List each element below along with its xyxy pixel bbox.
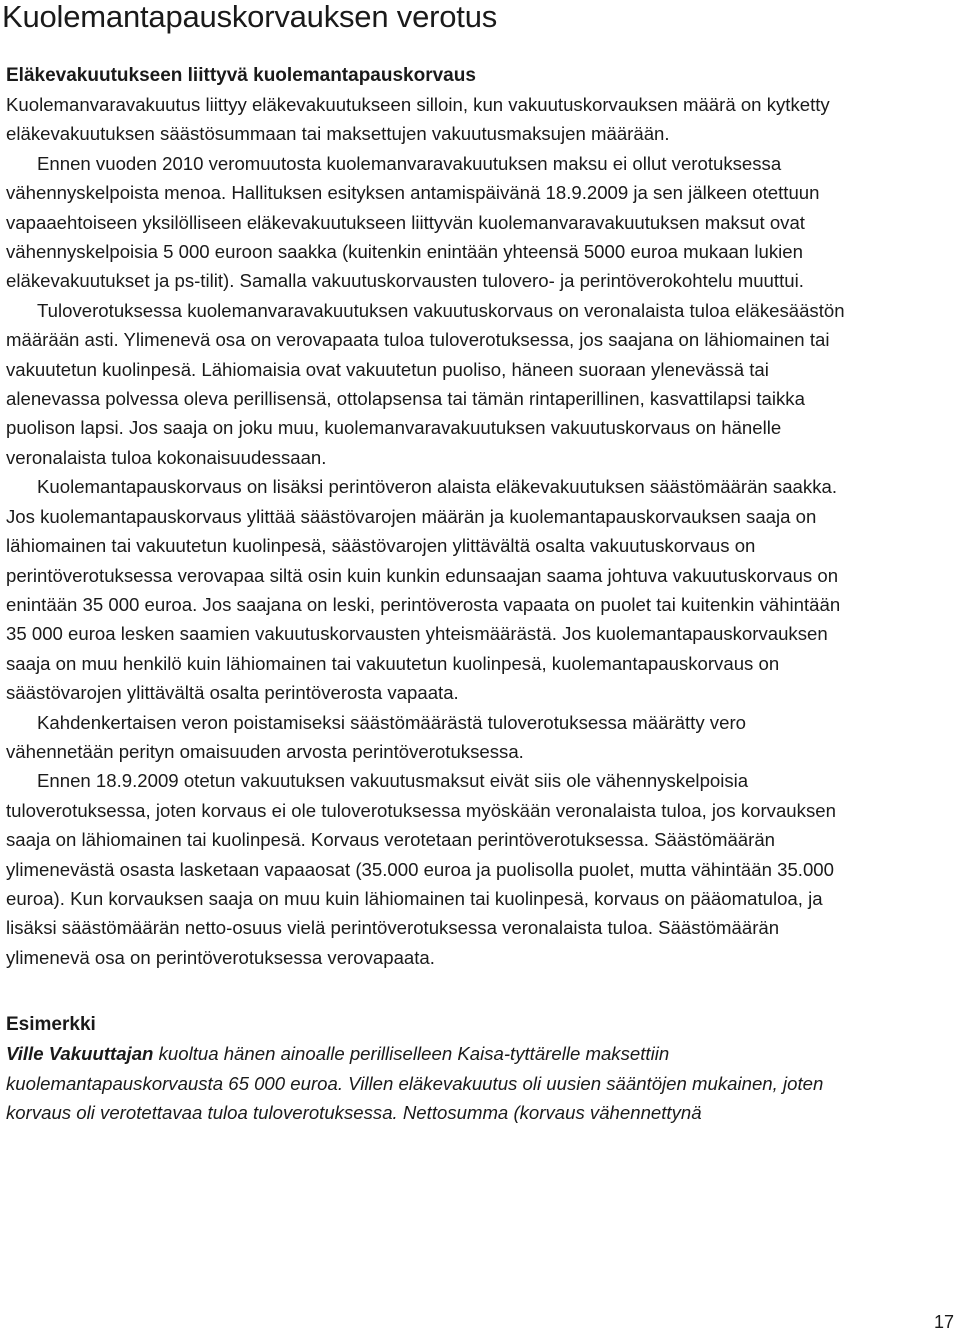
example-body: kuoltua hänen ainoalle perilliselleen Kaisa-tyttärelle maksettiin kuolemantapauskorvausta 65 000 euroa. Villen eläkevakuutus oli uusien sääntöjen mukainen, joten korvaus oli verotettavaa tuloa tuloverotuksessa. Nettosumma (korvaus vähennettynä	[6, 1043, 824, 1123]
document-page	[2, 0, 856, 1127]
paragraph-5: Kahdenkertaisen veron poistamiseksi säästömäärästä tuloverotuksessa määrätty vero vähennetään perityn omaisuuden arvosta perintöverotuksessa.	[6, 711, 746, 762]
page-title: Kuolemantapauskorvauksen verotus	[2, 0, 498, 34]
example-name: Ville Vakuuttajan	[6, 1043, 154, 1065]
paragraph-6: Ennen 18.9.2009 otetun vakuutuksen vakuutusmaksut eivät siis ole vähennyskelpoisia tuloverotuksessa, joten korvaus ei ole tuloverotuksessa myöskään veronalaista tuloa, jos korvauksen saaja on lähiomainen tai kuolinpesä. Korvaus verotetaan perintöverotuksessa. Säästömäärän ylimenevästä osasta lasketaan vapaaosat (35.000 euroa ja puolisolla puolet, mutta vähintään 35.000 euroa). Kun korvauksen saaja on muu kuin lähiomainen tai kuolinpesä, korvaus on pääomatuloa, ja lisäksi säästömäärän netto-osuus vielä perintöverotuksessa veronalaista tuloa. Säästömäärän ylimenevä osa on perintöverotuksessa verovapaata.	[6, 770, 836, 968]
paragraph-4: Kuolemantapauskorvaus on lisäksi perintöveron alaista eläkevakuutuksen säästömäärän saakka. Jos kuolemantapauskorvaus ylittää säästövarojen määrän ja kuolemantapauskorvauksen saaja on lähiomainen tai vakuutetun kuolinpesä, säästövarojen ylittävältä osalta vakuutuskorvaus on perintöverotuksessa verovapaa siltä osin kuin kunkin edunsaajan saama johtuva vakuutuskorvaus on enintään 35 000 euroa. Jos saajana on leski, perintöverosta vapaata on puolet tai kuitenkin vähintään 35 000 euroa lesken saamien vakuutuskorvausten yhteismäärästä. Jos kuolemantapauskorvauksen saaja on muu henkilö kuin lähiomainen tai vakuutetun kuolinpesä, kuolemantapauskorvaus on säästövarojen ylittävältä osalta perintöverosta vapaata.	[6, 476, 841, 704]
page-number: 17	[933, 1312, 954, 1332]
example-heading: Esimerkki	[6, 1014, 96, 1036]
paragraph-1: Kuolemanvaravakuutus liittyy eläkevakuutukseen silloin, kun vakuutuskorvauksen määrä on kytketty eläkevakuutuksen säästösummaan tai maksettujen vakuutusmaksujen määrään.	[6, 94, 830, 145]
paragraph-2: Ennen vuoden 2010 veromuutosta kuolemanvaravakuutuksen maksu ei ollut verotuksessa vähennyskelpoista menoa. Hallituksen esityksen antamispäivänä 18.9.2009 ja sen jälkeen otettuun vapaaehtoiseen yksilölliseen eläkevakuutukseen liittyvän kuolemanvaravakuutuksen maksut ovat vähennyskelpoisia 5 000 euroon saakka (kuitenkin enintään yhteensä 5000 euroa mukaan lukien eläkevakuutukset ja ps-tilit). Samalla vakuutuskorvausten tulovero- ja perintöverokohtelu muuttui.	[6, 152, 820, 292]
section-heading: Eläkevakuutukseen liittyvä kuolemantapauskorvaus	[6, 65, 476, 86]
example-paragraph	[6, 1039, 856, 1127]
paragraph-3: Tuloverotuksessa kuolemanvaravakuutuksen vakuutuskorvaus on veronalaista tuloa eläkesäästön määrään asti. Ylimenevä osa on verovapaata tuloa tuloverotuksessa, jos saajana on lähiomainen tai vakuutetun kuolinpesä. Lähiomaisia ovat vakuutetun puoliso, häneen suoraan ylenevässä tai alenevassa polvessa oleva perillisensä, ottolapsensa tai tämän rintaperillinen, kasvattilapsi taikka puolison lapsi. Jos saaja on joku muu, kuolemanvaravakuutuksen vakuutuskorvaus on hänelle veronalaista tuloa kokonaisuudessaan.	[6, 299, 845, 468]
